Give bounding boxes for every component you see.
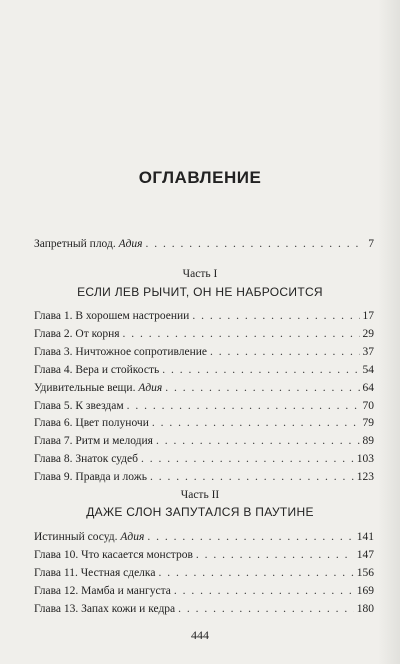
toc-entry [34,470,374,484]
entry-page: 17 [362,310,374,322]
dot-leader [147,530,353,544]
toc-entry [34,584,374,598]
entry-page: 79 [362,417,374,430]
entry-text: Глава 4. Вера и стойкость [34,363,160,376]
toc-entry [34,452,374,466]
entry-text: Истинный сосуд. Адия [34,531,145,543]
toc-entry [34,363,374,377]
entry-text: Глава 11. Честная сделка [34,566,156,579]
part-1-title: ЕСЛИ ЛЕВ РЫЧИТ, ОН НЕ НАБРОСИТСЯ [77,285,323,299]
entry-page: 123 [356,471,374,484]
entry-page: 7 [368,238,374,250]
entry-page: 64 [362,381,374,394]
entry-text: Глава 2. От корня [34,327,120,340]
entry-text: Глава 12. Мамба и мангуста [34,584,171,597]
entry-page: 156 [356,566,374,579]
dot-leader [162,363,359,377]
toc-entry [34,434,374,448]
entry-page: 103 [356,453,374,466]
toc-entry [34,399,374,413]
dot-leader [158,566,353,580]
dot-leader [156,434,360,448]
entry-text: Запретный плод. Адия [34,238,143,250]
toc-entry [34,345,374,359]
entry-page: 29 [362,327,374,340]
dot-leader [178,602,354,616]
entry-text: Глава 5. К звездам [34,399,124,412]
entry-text: Глава 8. Знаток судеб [34,453,138,466]
toc-entry [34,309,374,323]
dot-leader [123,327,360,341]
toc-entry [34,327,374,341]
entry-text: Глава 10. Что касается монстров [34,548,193,561]
entry-text: Удивительные вещи. Адия [34,381,163,394]
dot-leader [210,345,359,359]
entry-page: 70 [362,399,374,412]
dot-leader [165,381,359,395]
page-number: 444 [191,628,209,642]
dot-leader [174,584,354,598]
toc-entry [34,602,374,616]
dot-leader [141,452,354,466]
dot-leader [196,548,354,562]
dot-leader [127,399,360,413]
entry-text: Глава 6. Цвет полуночи [34,417,149,430]
entry-text: Глава 3. Ничтожное сопротивление [34,345,208,358]
dot-leader [152,416,360,430]
entry-text: Глава 13. Запах кожи и кедра [34,602,176,615]
entry-text: Глава 7. Ритм и мелодия [34,435,153,448]
toc-entry [34,530,374,544]
entry-page: 147 [356,548,374,561]
entry-page: 37 [362,345,374,358]
part-2-title: ДАЖЕ СЛОН ЗАПУТАЛСЯ В ПАУТИНЕ [86,505,314,519]
part-2-label: Часть II [180,489,220,501]
part-1-label: Часть I [182,268,218,280]
entry-page: 180 [356,602,374,615]
dot-leader [146,237,366,251]
entry-text: Глава 9. Правда и ложь [34,471,147,484]
toc-entry [34,381,374,395]
page-title: ОГЛАВЛЕНИЕ [138,168,262,187]
entry-page: 141 [356,531,374,543]
entry-page: 89 [362,435,374,448]
dot-leader [192,309,359,323]
dot-leader [150,470,354,484]
toc-entry [34,548,374,562]
entry-text: Глава 1. В хорошем настроении [34,310,190,322]
toc-entry [34,416,374,430]
entry-page: 169 [356,584,374,597]
toc-entry-intro [34,237,374,251]
toc-entry [34,566,374,580]
entry-page: 54 [362,363,374,376]
page-edge-shadow [378,0,400,664]
